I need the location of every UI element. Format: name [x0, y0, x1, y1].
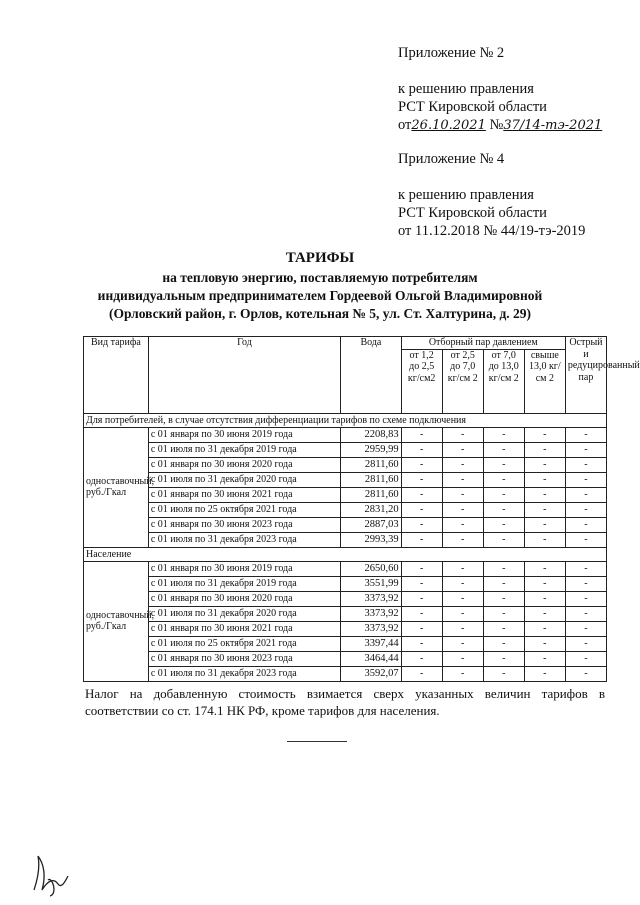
water-value-cell: 3373,92 [341, 591, 402, 606]
steam-3-cell: - [483, 591, 524, 606]
steam-1-cell: - [401, 561, 442, 576]
separator-line [287, 741, 347, 742]
steam-1-cell: - [401, 621, 442, 636]
water-value-cell: 3551,99 [341, 576, 402, 591]
from-prefix: от [398, 117, 412, 133]
water-value-cell: 2811,60 [341, 487, 402, 502]
water-value-cell: 3464,44 [341, 651, 402, 666]
period-cell: с 01 июля по 31 декабря 2023 года [148, 532, 340, 547]
period-cell: с 01 июля по 25 октября 2021 года [148, 502, 340, 517]
table-row [84, 532, 607, 547]
steam-2-cell: - [442, 457, 483, 472]
table-row [84, 502, 607, 517]
steam-1-cell: - [401, 517, 442, 532]
sharp-steam-cell: - [565, 636, 606, 651]
header-water: Вода [341, 337, 402, 414]
header-steam-4: свыше 13,0 кг/см 2 [524, 349, 565, 413]
appendix-2-decision-line1: к решению правления [398, 81, 534, 97]
sharp-steam-cell: - [565, 561, 606, 576]
steam-2-cell: - [442, 517, 483, 532]
section-title: Для потребителей, в случае отсутствия дифференциации тарифов по схеме подключения [84, 413, 607, 427]
steam-1-cell: - [401, 606, 442, 621]
steam-4-cell: - [524, 636, 565, 651]
header-steam-1: от 1,2 до 2,5 кг/см2 [401, 349, 442, 413]
sharp-steam-cell: - [565, 606, 606, 621]
steam-3-cell: - [483, 427, 524, 442]
appendix-4-decision-line2: РСТ Кировской области [398, 205, 547, 221]
section-title: Население [84, 547, 607, 561]
steam-4-cell: - [524, 561, 565, 576]
period-cell: с 01 января по 30 июня 2023 года [148, 517, 340, 532]
section-row [84, 413, 607, 427]
table-row [84, 606, 607, 621]
period-cell: с 01 июля по 31 декабря 2019 года [148, 576, 340, 591]
steam-1-cell: - [401, 532, 442, 547]
water-value-cell: 3373,92 [341, 606, 402, 621]
header-sharp-steam: Острый и редуцированный пар [565, 337, 606, 414]
water-value-cell: 2831,20 [341, 502, 402, 517]
period-cell: с 01 января по 30 июня 2019 года [148, 561, 340, 576]
steam-3-cell: - [483, 561, 524, 576]
sharp-steam-cell: - [565, 532, 606, 547]
water-value-cell: 2811,60 [341, 457, 402, 472]
steam-4-cell: - [524, 442, 565, 457]
sharp-steam-cell: - [565, 472, 606, 487]
appendix-4-label: Приложение № 4 [398, 151, 505, 167]
steam-4-cell: - [524, 532, 565, 547]
title-line-3: (Орловский район, г. Орлов, котельная № 5, ул. Ст. Халтурина, д. 29) [108, 306, 532, 321]
sharp-steam-cell: - [565, 427, 606, 442]
steam-1-cell: - [401, 666, 442, 681]
steam-4-cell: - [524, 502, 565, 517]
steam-4-cell: - [524, 666, 565, 681]
steam-2-cell: - [442, 427, 483, 442]
steam-3-cell: - [483, 472, 524, 487]
table-row [84, 666, 607, 681]
steam-1-cell: - [401, 502, 442, 517]
title-line-2: индивидуальным предпринимателем Гордеевой Ольгой Владимировной [97, 288, 543, 303]
sharp-steam-cell: - [565, 666, 606, 681]
water-value-cell: 2811,60 [341, 472, 402, 487]
steam-4-cell: - [524, 651, 565, 666]
header-steam-3: от 7,0 до 13,0 кг/см 2 [483, 349, 524, 413]
steam-4-cell: - [524, 591, 565, 606]
sharp-steam-cell: - [565, 442, 606, 457]
water-value-cell: 2993,39 [341, 532, 402, 547]
steam-3-cell: - [483, 502, 524, 517]
appendix-2-decision-line2: РСТ Кировской области [398, 99, 547, 115]
steam-3-cell: - [483, 517, 524, 532]
steam-2-cell: - [442, 576, 483, 591]
period-cell: с 01 января по 30 июня 2021 года [148, 621, 340, 636]
sharp-steam-cell: - [565, 621, 606, 636]
steam-4-cell: - [524, 427, 565, 442]
steam-3-cell: - [483, 621, 524, 636]
handwritten-number: 37/14-тэ-2021 [503, 118, 603, 133]
table-row [84, 517, 607, 532]
steam-1-cell: - [401, 427, 442, 442]
period-cell: с 01 января по 30 июня 2020 года [148, 591, 340, 606]
appendix-2-date-line [398, 116, 602, 135]
steam-2-cell: - [442, 666, 483, 681]
steam-2-cell: - [442, 487, 483, 502]
section-row [84, 547, 607, 561]
table-row [84, 561, 607, 576]
steam-3-cell: - [483, 457, 524, 472]
steam-2-cell: - [442, 502, 483, 517]
tariff-type-cell: одноставочный, руб./Гкал [84, 561, 149, 681]
tariff-type-cell: одноставочный, руб./Гкал [84, 427, 149, 547]
steam-2-cell: - [442, 472, 483, 487]
steam-4-cell: - [524, 487, 565, 502]
water-value-cell: 2208,83 [341, 427, 402, 442]
steam-3-cell: - [483, 576, 524, 591]
water-value-cell: 2887,03 [341, 517, 402, 532]
header-year: Год [148, 337, 340, 414]
table-row [84, 591, 607, 606]
header-steam-group: Отборный пар давлением [401, 337, 565, 350]
appendix-2-label: Приложение № 2 [398, 45, 505, 61]
steam-4-cell: - [524, 517, 565, 532]
header-steam-2: от 2,5 до 7,0 кг/см 2 [442, 349, 483, 413]
table-row [84, 651, 607, 666]
steam-1-cell: - [401, 442, 442, 457]
steam-4-cell: - [524, 472, 565, 487]
period-cell: с 01 января по 30 июня 2023 года [148, 651, 340, 666]
steam-1-cell: - [401, 591, 442, 606]
steam-3-cell: - [483, 487, 524, 502]
steam-4-cell: - [524, 621, 565, 636]
steam-4-cell: - [524, 576, 565, 591]
tariff-table [83, 336, 640, 682]
period-cell: с 01 января по 30 июня 2020 года [148, 457, 340, 472]
steam-1-cell: - [401, 651, 442, 666]
steam-2-cell: - [442, 591, 483, 606]
steam-3-cell: - [483, 666, 524, 681]
document-title: ТАРИФЫ [285, 250, 355, 266]
steam-3-cell: - [483, 532, 524, 547]
header-tariff-type: Вид тарифа [84, 337, 149, 414]
number-prefix: № [489, 117, 504, 133]
signature-mark [28, 850, 76, 898]
steam-4-cell: - [524, 457, 565, 472]
appendix-4-decision-line1: к решению правления [398, 187, 534, 203]
handwritten-date: 26.10.2021 [411, 118, 486, 133]
table-row [84, 472, 607, 487]
steam-2-cell: - [442, 442, 483, 457]
table-row [84, 442, 607, 457]
period-cell: с 01 июля по 31 декабря 2020 года [148, 472, 340, 487]
sharp-steam-cell: - [565, 502, 606, 517]
steam-3-cell: - [483, 636, 524, 651]
steam-1-cell: - [401, 487, 442, 502]
steam-1-cell: - [401, 636, 442, 651]
period-cell: с 01 января по 30 июня 2021 года [148, 487, 340, 502]
table-row [84, 487, 607, 502]
steam-3-cell: - [483, 606, 524, 621]
water-value-cell: 2650,60 [341, 561, 402, 576]
steam-1-cell: - [401, 457, 442, 472]
sharp-steam-cell: - [565, 487, 606, 502]
steam-4-cell: - [524, 606, 565, 621]
table-row [84, 636, 607, 651]
water-value-cell: 3373,92 [341, 621, 402, 636]
steam-2-cell: - [442, 636, 483, 651]
table-row [84, 576, 607, 591]
sharp-steam-cell: - [565, 651, 606, 666]
period-cell: с 01 июля по 31 декабря 2019 года [148, 442, 340, 457]
steam-3-cell: - [483, 651, 524, 666]
period-cell: с 01 июля по 31 декабря 2020 года [148, 606, 340, 621]
table-row [84, 427, 607, 442]
period-cell: с 01 июля по 31 декабря 2023 года [148, 666, 340, 681]
sharp-steam-cell: - [565, 576, 606, 591]
water-value-cell: 3397,44 [341, 636, 402, 651]
vat-footnote: Налог на добавленную стоимость взимается сверх указанных величин тарифов в соответствии со ст. 174.1 НК РФ, кроме тарифов для населения. [85, 686, 605, 718]
sharp-steam-cell: - [565, 457, 606, 472]
appendix-4-from: от 11.12.2018 № 44/19-тэ-2019 [398, 223, 586, 239]
steam-3-cell: - [483, 442, 524, 457]
table-row [84, 457, 607, 472]
steam-2-cell: - [442, 606, 483, 621]
steam-2-cell: - [442, 561, 483, 576]
steam-1-cell: - [401, 576, 442, 591]
water-value-cell: 3592,07 [341, 666, 402, 681]
steam-2-cell: - [442, 621, 483, 636]
period-cell: с 01 января по 30 июня 2019 года [148, 427, 340, 442]
title-line-1: на тепловую энергию, поставляемую потребителям [162, 270, 478, 285]
steam-2-cell: - [442, 651, 483, 666]
period-cell: с 01 июля по 25 октября 2021 года [148, 636, 340, 651]
table-row [84, 621, 607, 636]
water-value-cell: 2959,99 [341, 442, 402, 457]
steam-1-cell: - [401, 472, 442, 487]
sharp-steam-cell: - [565, 517, 606, 532]
steam-2-cell: - [442, 532, 483, 547]
sharp-steam-cell: - [565, 591, 606, 606]
